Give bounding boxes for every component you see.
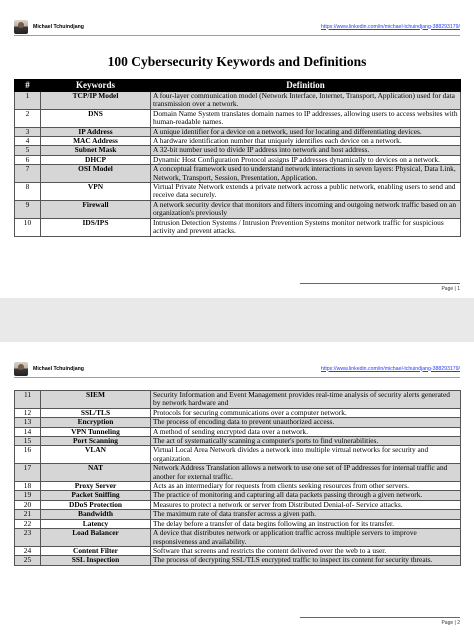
row-definition: Intrusion Detection Systems / Intrusion Prevention Systems monitor network traffic for suspicious activity and prevent attacks. (151, 218, 461, 236)
row-keyword: IP Address (41, 127, 151, 136)
row-number: 11 (15, 391, 41, 409)
table-row (15, 146, 461, 155)
row-number: 7 (15, 165, 41, 183)
row-keyword: Bandwidth (41, 510, 151, 519)
row-number: 8 (15, 183, 41, 201)
row-number: 23 (15, 529, 41, 547)
table-row (15, 556, 461, 565)
table-row (15, 418, 461, 427)
row-number: 14 (15, 427, 41, 436)
table-row (15, 391, 461, 409)
column-header-keywords: Keywords (41, 80, 151, 92)
row-number: 3 (15, 127, 41, 136)
row-keyword: VPN (41, 183, 151, 201)
row-number: 25 (15, 556, 41, 565)
row-keyword: OSI Model (41, 165, 151, 183)
author-name: Michael Tchuindjang (33, 23, 84, 30)
row-definition: Virtual Private Network extends a private network across a public network, enabling users to send and receive data securely. (151, 183, 461, 201)
row-keyword: MAC Address (41, 137, 151, 146)
table-row (15, 510, 461, 519)
linkedin-link[interactable]: https://www.linkedin.com/in/michael-tchuindjang-388293179/ (321, 23, 460, 30)
author-avatar (14, 20, 28, 34)
row-definition: A method of sending encrypted data over a network. (151, 427, 461, 436)
row-number: 9 (15, 200, 41, 218)
row-number: 18 (15, 482, 41, 491)
row-keyword: VLAN (41, 446, 151, 464)
row-definition: Acts as an intermediary for requests from clients seeking resources from other servers. (151, 482, 461, 491)
table-row (15, 464, 461, 482)
row-number: 12 (15, 408, 41, 417)
row-definition: Protocols for securing communications over a computer network. (151, 408, 461, 417)
row-definition: Security Information and Event Management provides real-time analysis of security alerts generated by network hardware and (151, 391, 461, 409)
row-number: 1 (15, 92, 41, 110)
row-keyword: Subnet Mask (41, 146, 151, 155)
row-definition: A network security device that monitors and filters incoming and outgoing network traffic based on an organization's previously (151, 200, 461, 218)
row-keyword: Content Filter (41, 546, 151, 555)
row-keyword: DDoS Protection (41, 500, 151, 509)
row-definition: The delay before a transfer of data begins following an instruction for its transfer. (151, 519, 461, 528)
row-number: 13 (15, 418, 41, 427)
table-row (15, 200, 461, 218)
row-number: 16 (15, 446, 41, 464)
table-header-row (15, 80, 461, 92)
row-keyword: IDS/IPS (41, 218, 151, 236)
row-definition: The process of decrypting SSL/TLS encrypted traffic to inspect its content for security threats. (151, 556, 461, 565)
column-header-number: # (15, 80, 41, 92)
row-definition: The process of encoding data to prevent unauthorized access. (151, 418, 461, 427)
row-definition: Virtual Local Area Network divides a network into multiple virtual networks for security and organization. (151, 446, 461, 464)
row-keyword: Packet Sniffing (41, 491, 151, 500)
row-keyword: SIEM (41, 391, 151, 409)
row-definition: A device that distributes network or application traffic across multiple servers to improve responsiveness and availability. (151, 529, 461, 547)
keywords-table (14, 79, 461, 237)
row-keyword: Encryption (41, 418, 151, 427)
row-number: 21 (15, 510, 41, 519)
table-row (15, 491, 461, 500)
row-definition: The maximum rate of data transfer across a given path. (151, 510, 461, 519)
row-keyword: TCP/IP Model (41, 92, 151, 110)
row-keyword: Firewall (41, 200, 151, 218)
author-avatar (14, 362, 28, 376)
row-keyword: DNS (41, 109, 151, 127)
page-number: Page | 1 (300, 283, 460, 292)
row-keyword: DHCP (41, 155, 151, 164)
page-header (14, 360, 460, 378)
row-definition: The practice of monitoring and capturing all data packets passing through a given network. (151, 491, 461, 500)
row-definition: A unique identifier for a device on a network, used for locating and differentiating devices. (151, 127, 461, 136)
author-name: Michael Tchuindjang (33, 365, 84, 372)
row-number: 15 (15, 437, 41, 446)
row-keyword: NAT (41, 464, 151, 482)
row-keyword: Load Balancer (41, 529, 151, 547)
row-keyword: SSL/TLS (41, 408, 151, 417)
row-number: 4 (15, 137, 41, 146)
page-number: Page | 2 (300, 617, 460, 626)
document-page-1 (0, 0, 474, 298)
table-row (15, 183, 461, 201)
row-keyword: VPN Tunneling (41, 427, 151, 436)
row-number: 10 (15, 218, 41, 236)
keywords-table-continued (14, 390, 461, 566)
row-definition: A four-layer communication model (Network Interface, Internet, Transport, Application) used for data transmission over a network. (151, 92, 461, 110)
row-keyword: SSL Inspection (41, 556, 151, 565)
column-header-definition: Definition (151, 80, 461, 92)
row-definition: Software that screens and restricts the content delivered over the web to a user. (151, 546, 461, 555)
document-page-2 (0, 342, 474, 632)
row-definition: A hardware identification number that uniquely identifies each device on a network. (151, 137, 461, 146)
row-definition: Domain Name System translates domain names to IP addresses, allowing users to access websites with human-readable names. (151, 109, 461, 127)
page-header (14, 18, 460, 36)
row-number: 6 (15, 155, 41, 164)
row-keyword: Port Scanning (41, 437, 151, 446)
table-row (15, 446, 461, 464)
table-row (15, 92, 461, 110)
row-number: 2 (15, 109, 41, 127)
row-definition: The act of systematically scanning a computer's ports to find vulnerabilities. (151, 437, 461, 446)
row-number: 17 (15, 464, 41, 482)
table-row (15, 109, 461, 127)
row-keyword: Latency (41, 519, 151, 528)
linkedin-link[interactable]: https://www.linkedin.com/in/michael-tchuindjang-388293179/ (321, 365, 460, 372)
row-definition: A 32-bit number used to divide IP address into network and host address. (151, 146, 461, 155)
row-number: 24 (15, 546, 41, 555)
table-row (15, 165, 461, 183)
table-row (15, 218, 461, 236)
row-definition: Dynamic Host Configuration Protocol assigns IP addresses dynamically to devices on a network. (151, 155, 461, 164)
row-definition: A conceptual framework used to understand network interactions in seven layers: Physical, Data Link, Network, Transport, Session, Presentation, Application. (151, 165, 461, 183)
row-number: 20 (15, 500, 41, 509)
row-number: 22 (15, 519, 41, 528)
row-number: 19 (15, 491, 41, 500)
row-number: 5 (15, 146, 41, 155)
row-definition: Measures to protect a network or server from Distributed Denial-of- Service attacks. (151, 500, 461, 509)
document-title: 100 Cybersecurity Keywords and Definitions (107, 54, 367, 69)
row-definition: Network Address Translation allows a network to use one set of IP addresses for internal traffic and another for external traffic. (151, 464, 461, 482)
table-row (15, 529, 461, 547)
row-keyword: Proxy Server (41, 482, 151, 491)
